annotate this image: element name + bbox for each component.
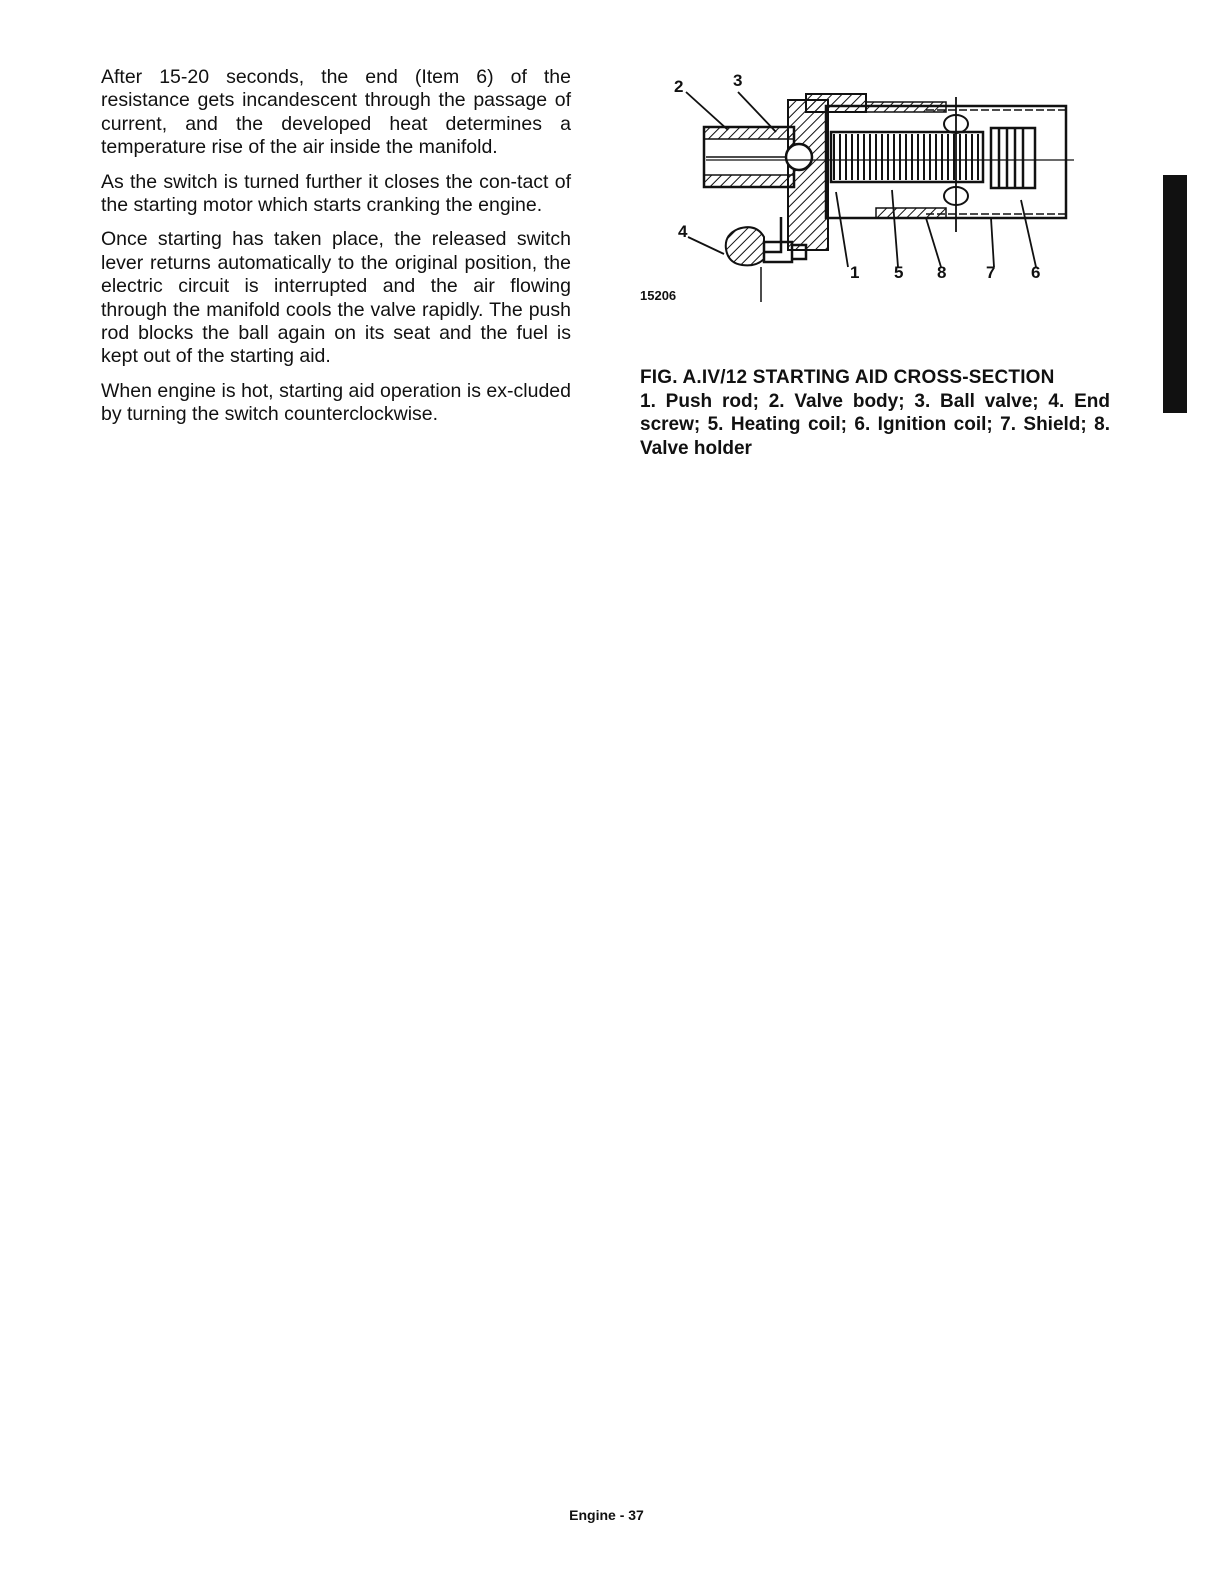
caption-legend: 1. Push rod; 2. Valve body; 3. Ball valve; 4. End screw; 5. Heating coil; 6. Ignition coil; 7. Shield; 8. Valve holder	[640, 390, 1110, 459]
body-text-column	[101, 66, 571, 438]
callout-1: 1	[850, 263, 860, 282]
figure-caption	[640, 366, 1110, 460]
callout-8: 8	[937, 263, 947, 282]
page-label: Engine - 37	[569, 1507, 644, 1523]
callout-6: 6	[1031, 263, 1041, 282]
callout-2: 2	[674, 77, 684, 96]
starting-aid-diagram	[636, 72, 1076, 322]
paragraph-hot-engine: When engine is hot, starting aid operation is ex-cluded by turning the switch counterclockwise.	[101, 379, 571, 426]
page-footer	[0, 1507, 1223, 1523]
paragraph-after-start: Once starting has taken place, the released switch lever returns automatically to the original position, the electric circuit is interrupted and the air flowing through the manifold cools the valve rapidly. The push rod blocks the ball again on its seat and the fuel is kept out of the starting aid.	[101, 228, 571, 368]
callout-4: 4	[678, 222, 688, 241]
callout-7: 7	[986, 263, 996, 282]
callout-3: 3	[733, 72, 743, 90]
paragraph-cranking: As the switch is turned further it closes the con-tact of the starting motor which starts cranking the engine.	[101, 170, 571, 217]
figure-number: 15206	[640, 288, 677, 303]
callout-5: 5	[894, 263, 904, 282]
paragraph-heating: After 15-20 seconds, the end (Item 6) of the resistance gets incandescent through the passage of current, and the developed heat determines a temperature rise of the air inside the manifold.	[101, 66, 571, 159]
caption-title: FIG. A.IV/12 STARTING AID CROSS-SECTION	[640, 367, 1055, 388]
section-tab-marker	[1163, 175, 1187, 413]
